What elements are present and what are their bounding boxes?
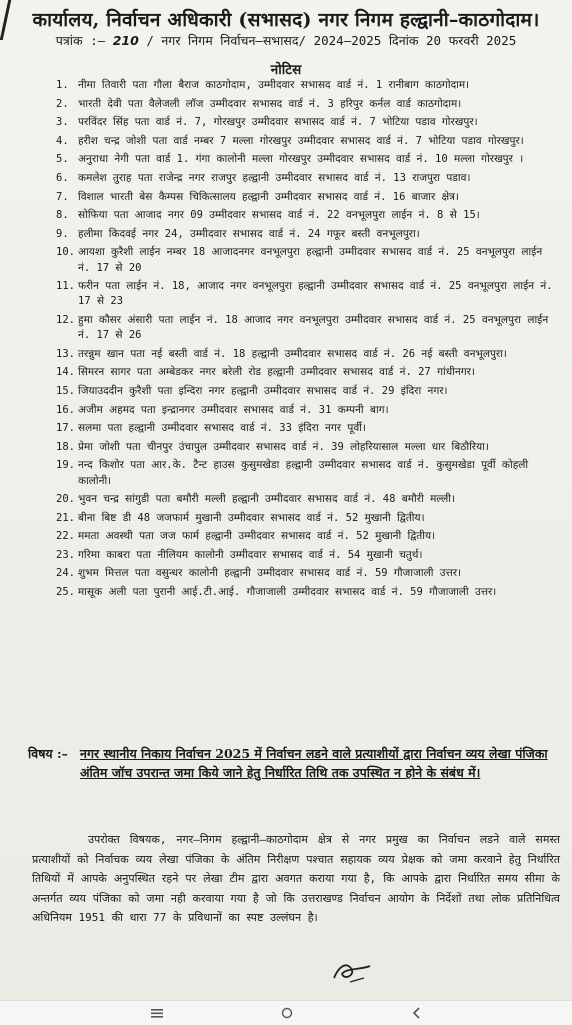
list-item <box>56 458 558 488</box>
list-item-number: 12. <box>56 313 75 326</box>
list-item-number: 5. <box>56 153 69 166</box>
list-item <box>56 313 558 343</box>
list-item-number: 10. <box>56 246 75 259</box>
list-item <box>56 78 558 93</box>
home-icon[interactable] <box>280 1007 294 1019</box>
signature-mark <box>330 958 374 986</box>
list-item <box>56 492 558 507</box>
list-item-number: 25. <box>56 586 75 599</box>
list-item <box>56 384 558 399</box>
list-item-text: नीमा तिवारी पता गौला बैराज काठगोदाम, उम्मीदवार सभासद वार्ड नं. 1 रानीबाग काठगोदाम। <box>78 79 470 91</box>
list-item <box>56 511 558 526</box>
list-item <box>56 279 558 309</box>
list-item-number: 3. <box>56 116 69 129</box>
list-item-text: परविंदर सिंह पता वार्ड नं. 7, गोरखपुर उम्मीदवार सभासद वार्ड नं. 7 भोटिया पडाव गोरखपुर। <box>78 116 478 129</box>
list-item <box>56 134 558 149</box>
list-item <box>56 585 558 600</box>
list-item-text: सलमा पता हल्द्वानी उम्मीदवार सभासद वार्ड नं. 33 इंदिरा नगर पूर्वी। <box>78 422 366 435</box>
list-item <box>56 171 558 186</box>
list-item-text: जियाउददीन कुरैशी पता इन्दिरा नगर हल्द्वानी उम्मीदवार सभासद वार्ड नं. 29 इंदिरा नगर। <box>78 384 448 397</box>
list-item-text: नन्द किशोर पता आर.के. टैन्ट हाउस कुसुमखेडा हल्द्वानी उम्मीदवार सभासद वार्ड नं. कुसुमखेडा पूर्वी कोहली कालोनी। <box>78 459 529 487</box>
list-item-number: 20. <box>56 493 75 506</box>
list-item-number: 11. <box>56 280 75 293</box>
list-item-text: तरन्नुम खान पता नई बस्ती वार्ड नं. 18 हल्द्वानी उम्मीदवार सभासद वार्ड नं. 26 नई बस्ती वनभूलपुरा। <box>78 347 507 360</box>
list-item <box>56 529 558 544</box>
list-item-text: गरिमा काबरा पता नीलियम कालोनी उम्मीदवार सभासद वार्ड नं. 54 मुखानी चतुर्थ। <box>78 548 423 561</box>
list-item-text: अजीम अहमद पता इन्द्रानगर उम्मीदवार सभासद वार्ड नं. 31 कम्पनी बाग। <box>78 403 389 416</box>
ref-prefix: पत्रांक :– <box>55 33 106 48</box>
list-item-text: सिमरन सागर पता अम्बेडकर नगर बरेली रोड हल्द्वानी उम्मीदवार सभासद वार्ड नं. 27 गांधीनगर। <box>78 366 475 379</box>
body-paragraph: उपरोक्त विषयक, नगर–निगम हल्द्वानी–काठगोदाम क्षेत्र से नगर प्रमुख का निर्वाचन लडने वाले समस्त प्रत्याशीयों को निर्वाचक व्यय लेखा पंजिका के अंतिम निरीक्षण पश्चात सहायक व्यय प्रेक्षक को जमा करवाने हेतु निर्धारित तिथियों में आपके अनुपस्थित रहने पर लेखा टीम द्वारा अवगत कराया गया है, कि आपके द्वारा निर्धारित समय सीमा के अन्तर्गत व्यय पंजिका को जमा नही करवाया गया है जो कि उत्तराखण्ड निर्वाचन आयोग के निर्देशों तथा लोक प्रतिनिधित्व अधिनियम 1951 की धारा 77 के प्रविधानों का स्पष्ट उल्लंघन है। <box>32 833 560 925</box>
list-item-text: शुभम मित्तल पता वसुन्धर कालोनी हल्द्वानी उम्मीदवार सभासद वार्ड नं. 59 गौजाजाली उत्तर। <box>78 567 462 580</box>
list-item-number: 19. <box>56 459 75 472</box>
reference-line <box>0 32 572 49</box>
list-item-text: प्रेमा जोशी पता चीनपुर उंचापुल उम्मीदवार सभासद वार्ड नं. 39 लोहरियासाल मल्ला धार बिठौरिया। <box>78 440 489 453</box>
subject-text: नगर स्थानीय निकाय निर्वाचन 2025 में निर्वाचन लडने वाले प्रत्याशीयों द्वारा निर्वाचन व्यय लेखा पंजिका अंतिम जॉच उपरान्त जमा किये जाने हेतु निर्धारित तिथि तक उपस्थित न होने के संबंध में। <box>80 746 548 780</box>
list-item-number: 14. <box>56 366 75 379</box>
list-item-number: 24. <box>56 567 75 580</box>
list-item-text: भारती देवी पता वैलेजली लॉज उम्मीदवार सभासद वार्ड नं. 3 हरिपुर कर्नल वार्ड काठगोदाम। <box>78 97 462 110</box>
list-item-number: 9. <box>56 227 69 240</box>
list-item <box>56 365 558 380</box>
list-item-number: 17. <box>56 422 75 435</box>
list-item-text: बीना बिष्ट डी 48 जजफार्म मुखानी उम्मीदवार सभासद वार्ड नं. 52 मुखानी द्वितीय। <box>78 511 425 524</box>
list-item-number: 1. <box>56 79 69 91</box>
list-item-text: हरीश चन्द्र जोशी पता वार्ड नम्बर 7 मल्ला गोरखपुर उम्मीदवार सभासद वार्ड नं. 7 भोटिया पडाव गोरखपुर। <box>78 134 524 147</box>
list-item <box>56 152 558 167</box>
list-item <box>56 421 558 436</box>
list-item-number: 13. <box>56 347 75 360</box>
list-item <box>56 403 558 418</box>
list-item <box>56 347 558 362</box>
list-item-text: आयशा कुरैशी लाईन नम्बर 18 आजादनगर वनभूलपुरा हल्द्वानी उम्मीदवार सभासद वार्ड नं. 25 वनभूलपुरा लाईन नं. 17 से 20 <box>78 246 543 274</box>
list-item-number: 8. <box>56 209 69 222</box>
list-item-text: कमलेश तुराह पता राजेन्द्र नगर राजपुर हल्द्वानी उम्मीदवार सभासद वार्ड नं. 13 राजपुरा पडाव। <box>78 171 471 184</box>
list-item-text: हुमा कौसर अंसारी पता लाईन नं. 18 आजाद नगर वनभूलपुरा उम्मीदवार सभासद वार्ड नं. 25 वनभूलपुरा लाईन नं. 17 से 26 <box>78 313 549 342</box>
list-item-number: 22. <box>56 530 75 543</box>
list-item-text: फरीन पता लाईन नं. 18, आजाद नगर वनभूलपुरा हल्द्वानी उम्मीदवार सभासद वार्ड नं. 25 वनभूलपुरा लाईन नं. 17 से 23 <box>78 280 553 308</box>
list-item-text: हलीमा किदवई नगर 24, उम्मीदवार सभासद वार्ड नं. 24 गफूर बस्ती वनभूलपुरा। <box>78 227 420 240</box>
ref-number: 210 <box>112 33 139 48</box>
list-item-number: 15. <box>56 384 75 397</box>
list-item-number: 16. <box>56 403 75 416</box>
list-item-number: 23. <box>56 548 75 561</box>
list-item <box>56 440 558 455</box>
list-item-number: 6. <box>56 171 69 184</box>
back-icon[interactable] <box>410 1007 424 1019</box>
list-item-text: अनुराधा नेगी पता वार्ड 1. गंगा कालोनी मल्ला गोरखपुर उम्मीदवार सभासद वार्ड नं. 10 मल्ला गोरखपुर । <box>78 153 524 166</box>
list-item <box>56 227 558 242</box>
list-item <box>56 97 558 112</box>
list-item-text: सोफिया पता आजाद नगर 09 उम्मीदवार सभासद वार्ड नं. 22 वनभूलपुरा लाईन नं. 8 से 15। <box>78 209 480 222</box>
subject-block <box>28 744 558 782</box>
ref-suffix: / नगर निगम निर्वाचन–सभासद/ 2024–2025 दिनांक 20 फरवरी 2025 <box>146 33 517 48</box>
notice-heading: नोटिस <box>270 62 302 78</box>
list-item <box>56 566 558 581</box>
office-title: कार्यालय, निर्वाचन अधिकारी (सभासद) नगर निगम हल्द्वानी–काठगोदाम। <box>32 9 540 31</box>
candidate-list <box>56 78 558 604</box>
list-item-number: 18. <box>56 440 75 453</box>
list-item <box>56 208 558 223</box>
list-item-text: मासूक अली पता पुरानी आई.टी.आई. गौजाजाली उम्मीदवार सभासद वार्ड नं. 59 गौजाजाली उत्तर। <box>78 586 497 599</box>
list-item-text: ममता अवस्थी पता जज फार्म हल्द्वानी उम्मीदवार सभासद वार्ड नं. 52 मुखानी द्वितीय। <box>78 530 436 543</box>
list-item <box>56 548 558 563</box>
list-item-number: 4. <box>56 134 69 147</box>
menu-icon[interactable] <box>150 1007 164 1019</box>
list-item-number: 7. <box>56 190 69 203</box>
list-item <box>56 115 558 130</box>
list-item <box>56 245 558 275</box>
list-item-number: 21. <box>56 511 75 524</box>
bottom-navigation-bar <box>0 1000 572 1025</box>
list-item <box>56 190 558 205</box>
list-item-text: भुवन चन्द्र सांगुडी पता बमौरी मल्ली हल्द्वानी उम्मीदवार सभासद वार्ड नं. 48 बमौरी मल्ली। <box>78 493 455 506</box>
list-item-text: विशाल भारती बेस कैम्पस चिकित्सालय हल्द्वानी उम्मीदवार सभासद वार्ड नं. 16 बाजार क्षेत्र। <box>78 190 459 203</box>
list-item-number: 2. <box>56 97 69 110</box>
subject-label: विषय :– <box>28 746 68 761</box>
